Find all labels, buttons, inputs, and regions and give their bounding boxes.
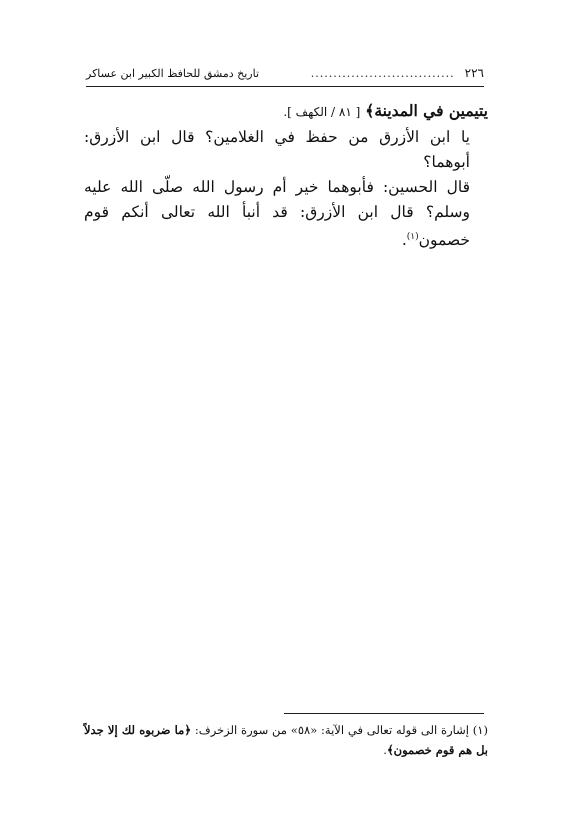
footnote-marker: (١) — [406, 232, 419, 242]
leader-dots: ................................ — [310, 67, 455, 80]
page-number: ٢٢٦ — [464, 66, 484, 80]
verse-reference: [ ٨١ / الكهف ]. — [283, 105, 361, 119]
paragraph-question: يا ابن الأزرق من حفظ في الغلامين؟ قال ابن الأزرق: أبوهما؟ — [84, 128, 470, 171]
verse-line — [84, 98, 488, 125]
answer-end: . — [401, 231, 407, 250]
main-text — [84, 98, 488, 253]
book-title: تاريخ دمشق للحافظ الكبير ابن عساكر — [86, 67, 260, 80]
answer-text: قال الحسين: فأبوهما خير أم رسول الله صلّى الله عليه وسلم؟ قال ابن الأزرق: قد أنبأ الله تعالى أنكم قوم خصمون — [84, 178, 470, 250]
footnote-text: (١) إشارة الى قوله تعالى في الآية: «٥٨» من سورة الزخرف: — [191, 723, 488, 737]
footnote — [84, 720, 488, 760]
paragraph-answer — [84, 175, 488, 253]
footnote-end: . — [383, 743, 387, 757]
footnote-verse: ﴿ما ضربوه لك إلا جدلاً بل هم قوم خصمون﴾ — [84, 723, 488, 757]
header-rule — [86, 86, 484, 87]
verse-quote: يتيمين في المدينة﴾ — [365, 101, 488, 120]
running-header — [86, 66, 484, 84]
footnote-rule — [284, 713, 484, 714]
footnote-paragraph — [84, 720, 488, 760]
